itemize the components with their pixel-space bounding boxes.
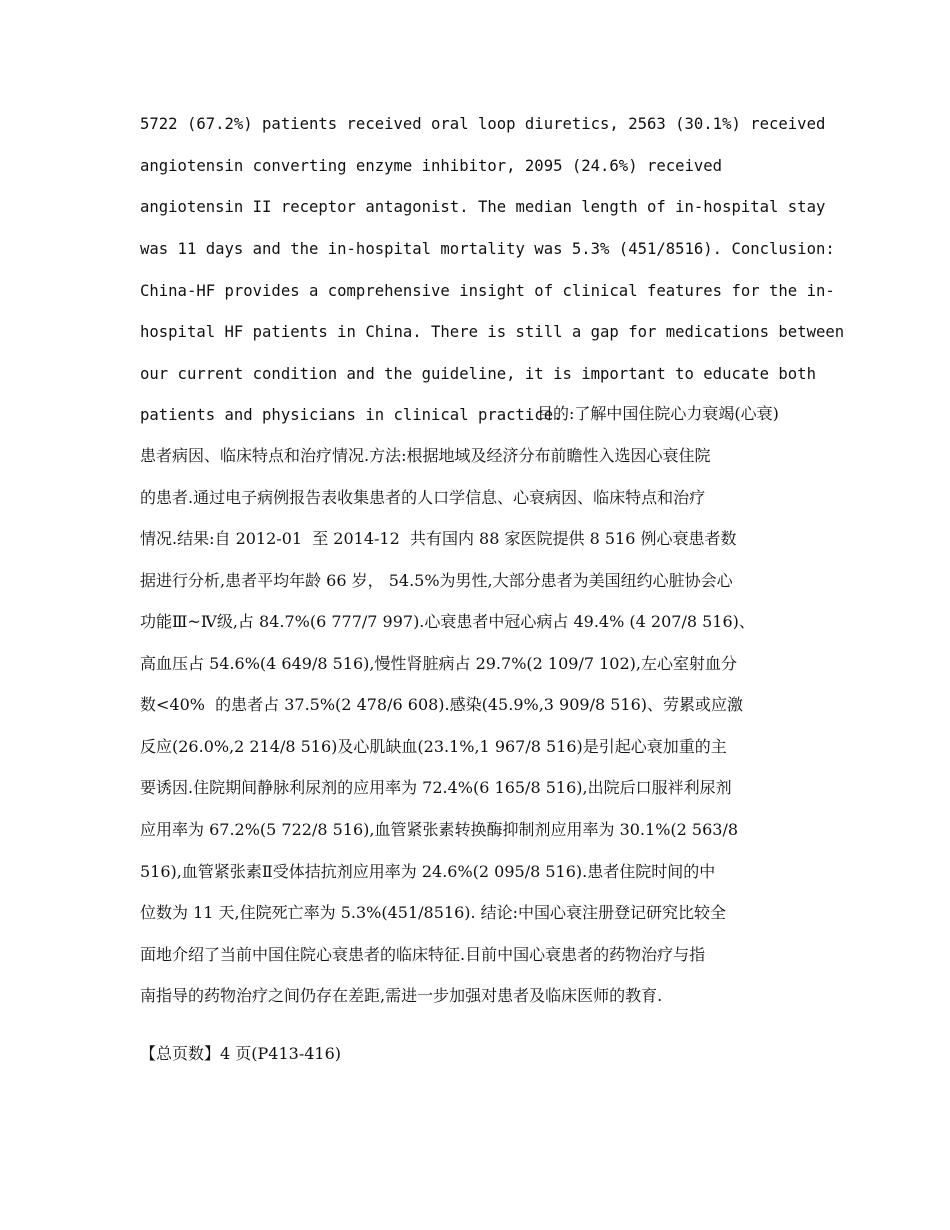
english-line-7: our current condition and the guideline, it is important to educate both	[140, 365, 816, 383]
english-line-6: hospital HF patients in China. There is still a gap for medications between	[140, 323, 845, 341]
english-line-1: 5722 (67.2%) patients received oral loop diuretics, 2563 (30.1%) received	[140, 115, 826, 133]
english-line-4: was 11 days and the in-hospital mortality was 5.3% (451/8516). Conclusion:	[140, 240, 835, 258]
chinese-line-3: 情况.结果:自 2012-01 至 2014-12 共有国内 88 家医院提供 8 516 例心衰患者数	[140, 529, 737, 548]
chinese-line-9: 要诱因.住院期间静脉利尿剂的应用率为 72.4%(6 165/8 516),出院后口服袢利尿剂	[140, 778, 732, 797]
english-line-3: angiotensin II receptor antagonist. The median length of in-hospital stay	[140, 198, 826, 216]
chinese-line-6: 高血压占 54.6%(4 649/8 516),慢性肾脏病占 29.7%(2 109/7 102),左心室射血分	[140, 654, 737, 673]
chinese-line-10: 应用率为 67.2%(5 722/8 516),血管紧张素转换酶抑制剂应用率为 30.1%(2 563/8	[140, 820, 739, 839]
chinese-line-7: 数<40% 的患者占 37.5%(2 478/6 608).感染(45.9%,3 909/8 516)、劳累或应激	[140, 695, 744, 714]
english-line-8: patients and physicians in clinical practice.	[140, 406, 563, 424]
chinese-objective-overlap: 目的:了解中国住院心力衰竭(心衰)	[537, 404, 779, 423]
chinese-line-11: 516),血管紧张素Ⅱ受体拮抗剂应用率为 24.6%(2 095/8 516).患者住院时间的中	[140, 862, 716, 881]
chinese-line-2: 的患者.通过电子病例报告表收集患者的人口学信息、心衰病因、临床特点和治疗	[140, 488, 706, 507]
english-line-2: angiotensin converting enzyme inhibitor, 2095 (24.6%) received	[140, 157, 723, 175]
chinese-line-12: 位数为 11 天,住院死亡率为 5.3%(451/8516). 结论:中国心衰注册登记研究比较全	[140, 903, 727, 922]
chinese-line-8: 反应(26.0%,2 214/8 516)及心肌缺血(23.1%,1 967/8 516)是引起心衰加重的主	[140, 737, 727, 756]
chinese-line-14: 南指导的药物治疗之间仍存在差距,需进一步加强对患者及临床医师的教育.	[140, 986, 663, 1005]
page-count: 【总页数】4 页(P413-416)	[140, 1044, 342, 1063]
chinese-line-1: 患者病因、临床特点和治疗情况.方法:根据地域及经济分布前瞻性入选因心衰住院	[140, 446, 711, 465]
chinese-line-4: 据进行分析,患者平均年龄 66 岁， 54.5%为男性,大部分患者为美国纽约心脏协会心	[140, 571, 733, 590]
chinese-line-13: 面地介绍了当前中国住院心衰患者的临床特征.目前中国心衰患者的药物治疗与指	[140, 945, 706, 964]
english-line-5: China-HF provides a comprehensive insight of clinical features for the in-	[140, 282, 835, 300]
chinese-line-5: 功能Ⅲ~Ⅳ级,占 84.7%(6 777/7 997).心衰患者中冠心病占 49.4% (4 207/8 516)、	[140, 612, 755, 631]
